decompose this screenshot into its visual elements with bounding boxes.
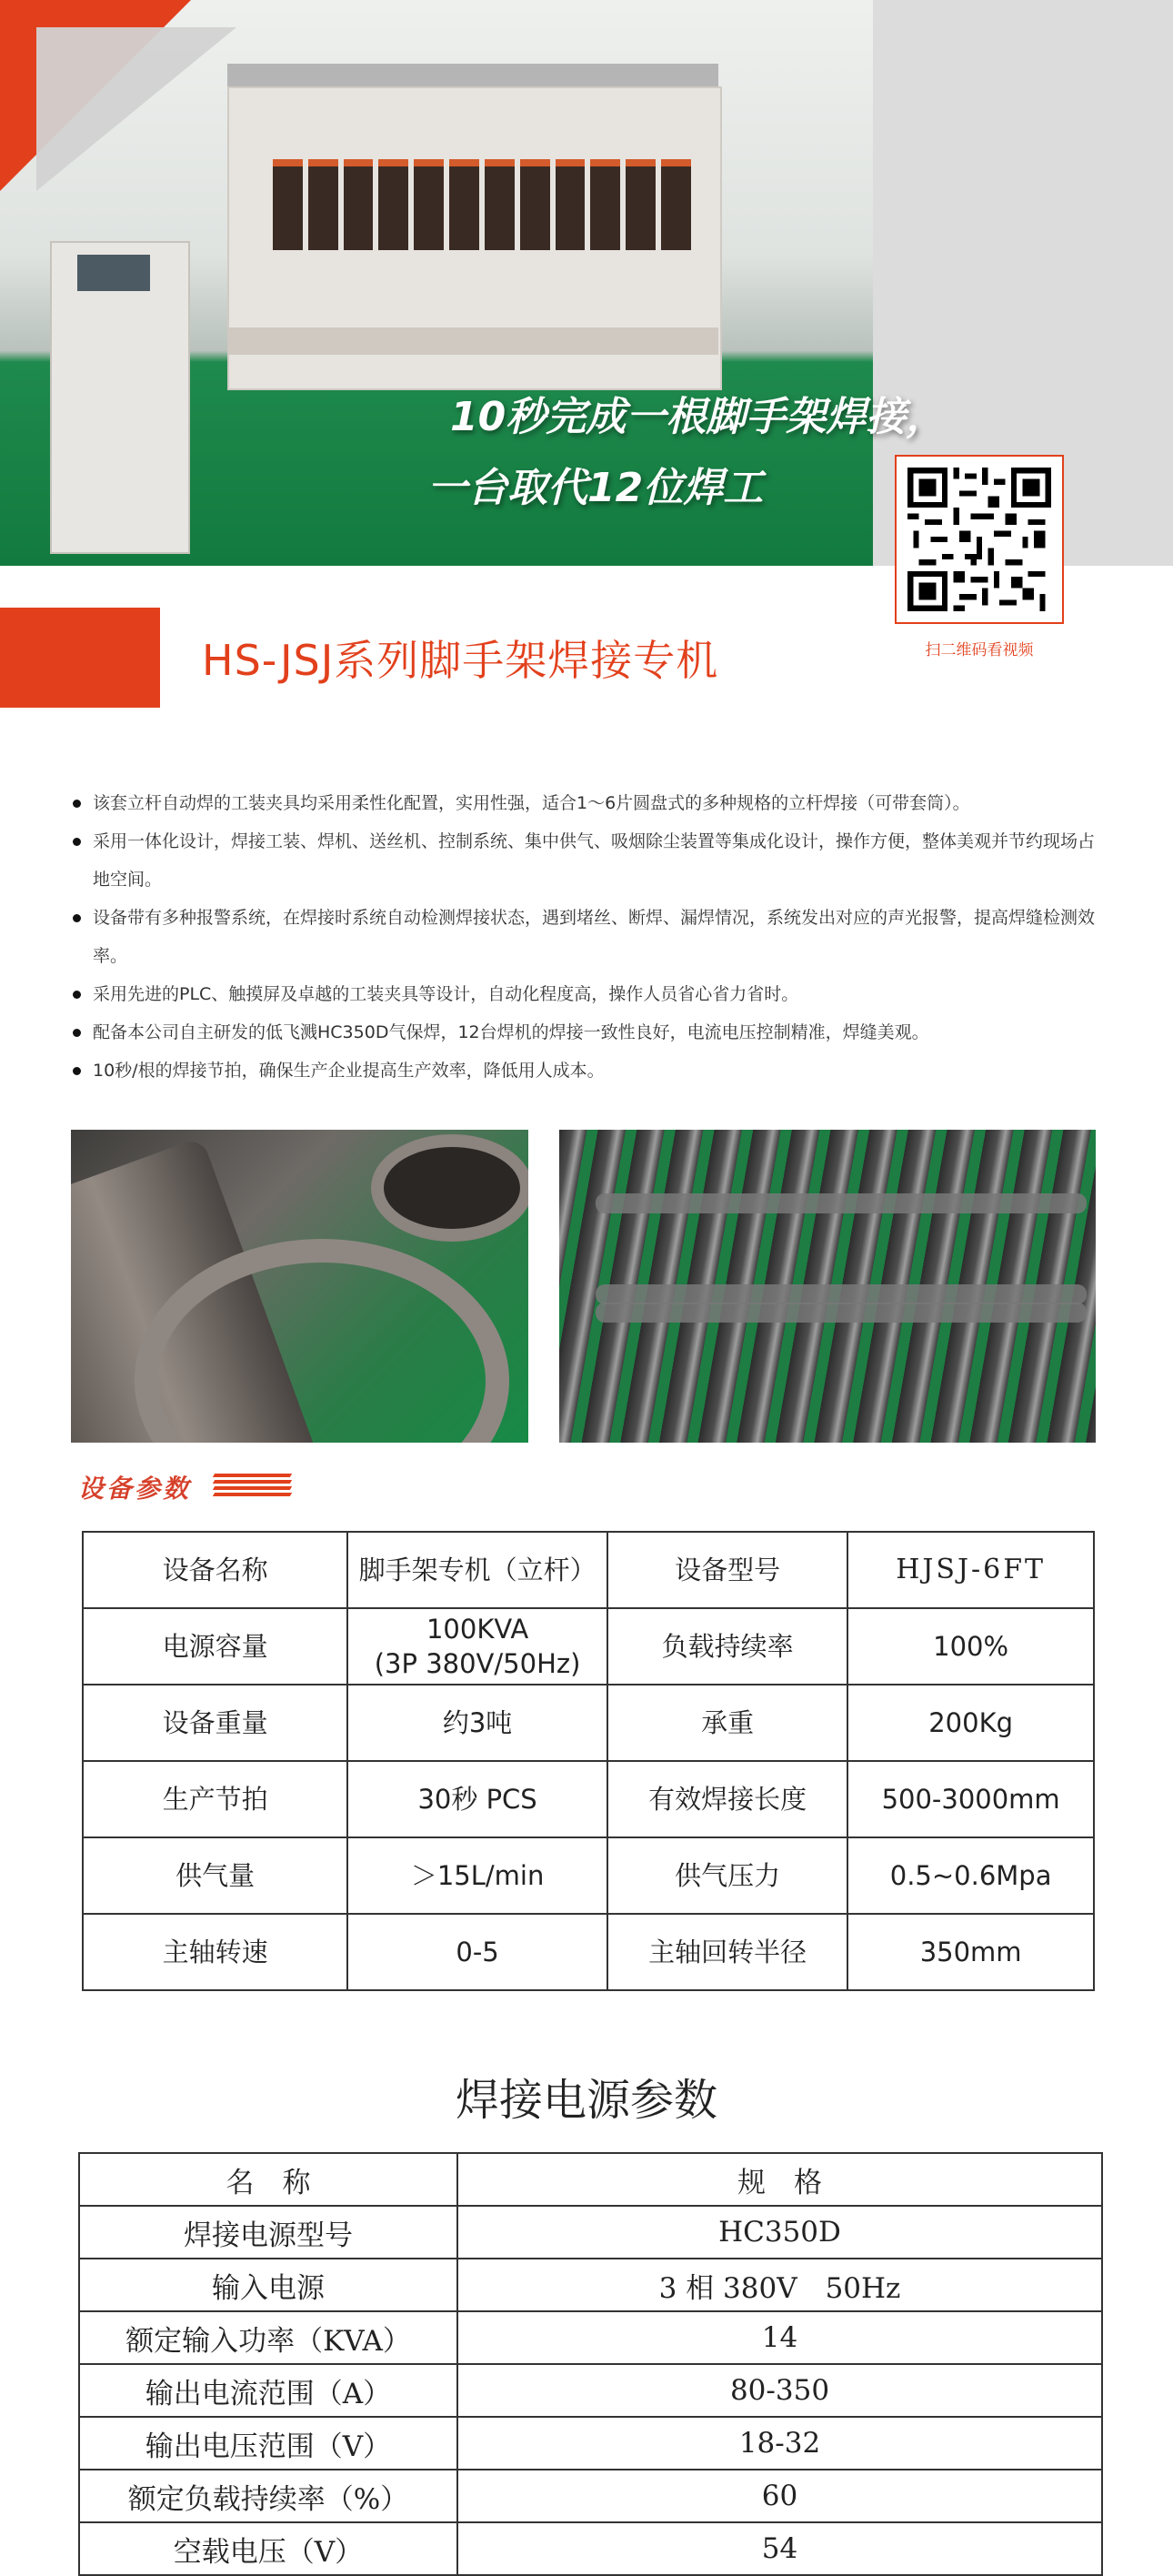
spec-value-cell: 约3吨 xyxy=(347,1685,607,1761)
spec-section-label: 设备参数 xyxy=(78,1474,192,1504)
param-name-cell: 输出电流范围（A） xyxy=(79,2364,457,2417)
param-value-cell: 18-32 xyxy=(457,2417,1102,2470)
spec-name-cell: 负载持续率 xyxy=(607,1608,847,1685)
corner-accent-gray xyxy=(36,27,236,191)
spec-value-cell: 30秒 PCS xyxy=(347,1761,607,1837)
spec-value-cell: 100% xyxy=(847,1608,1094,1685)
spec-value-cell: 350mm xyxy=(847,1914,1094,1990)
table-row xyxy=(83,1837,1094,1914)
spec-name-cell: 供气压力 xyxy=(607,1837,847,1914)
feature-item: 采用先进的PLC、触摸屏及卓越的工装夹具等设计，自动化程度高，操作人员省心省力省时。 xyxy=(71,975,1108,1013)
slogan-line-2: 一台取代12位焊工 xyxy=(427,465,764,511)
column-header: 名 称 xyxy=(79,2153,457,2206)
table-row xyxy=(83,1685,1094,1761)
table-row xyxy=(79,2311,1102,2364)
param-value-cell: 80-350 xyxy=(457,2364,1102,2417)
weld-closeup-photo xyxy=(71,1130,528,1443)
weld-params-title: 焊接电源参数 xyxy=(455,2075,717,2126)
spec-name-cell: 设备重量 xyxy=(83,1685,347,1761)
qr-code[interactable] xyxy=(895,455,1064,624)
spec-value-cell: HJSJ-6FT xyxy=(847,1532,1094,1608)
control-screen xyxy=(77,255,150,291)
feature-item: 10秒/根的焊接节拍，确保生产企业提高生产效率，降低用人成本。 xyxy=(71,1052,1108,1090)
spec-label-decoration xyxy=(214,1474,291,1499)
spec-name-cell: 电源容量 xyxy=(83,1608,347,1685)
spec-value-cell: 0.5~0.6Mpa xyxy=(847,1837,1094,1914)
slogan-line-1: 10秒完成一根脚手架焊接， xyxy=(450,394,947,440)
scaffold-poles-photo xyxy=(559,1130,1096,1443)
qr-caption: 扫二维码看视频 xyxy=(925,641,1034,659)
spec-name-cell: 供气量 xyxy=(83,1837,347,1914)
spec-name-cell: 设备型号 xyxy=(607,1532,847,1608)
weld-spec-table xyxy=(78,2152,1103,2576)
spec-name-cell: 有效焊接长度 xyxy=(607,1761,847,1837)
spec-value-cell: 0-5 xyxy=(347,1914,607,1990)
feature-item: 该套立杆自动焊的工装夹具均采用柔性化配置，实用性强，适合1～6片圆盘式的多种规格的立杆焊接（可带套筒）。 xyxy=(71,784,1108,822)
spec-name-cell: 承重 xyxy=(607,1685,847,1761)
table-row xyxy=(79,2259,1102,2311)
spec-value-cell: 500-3000mm xyxy=(847,1761,1094,1837)
spec-name-cell: 设备名称 xyxy=(83,1532,347,1608)
spec-name-cell: 主轴回转半径 xyxy=(607,1914,847,1990)
title-accent-bar xyxy=(0,608,160,708)
param-value-cell: 3 相 380V 50Hz xyxy=(457,2259,1102,2311)
spec-value-cell: ＞15L/min xyxy=(347,1837,607,1914)
param-name-cell: 焊接电源型号 xyxy=(79,2206,457,2259)
param-name-cell: 额定输入功率（KVA） xyxy=(79,2311,457,2364)
column-header: 规 格 xyxy=(457,2153,1102,2206)
table-row xyxy=(83,1532,1094,1608)
param-name-cell: 额定负载持续率（%） xyxy=(79,2470,457,2522)
param-name-cell: 输入电源 xyxy=(79,2259,457,2311)
product-title: HS-JSJ系列脚手架焊接专机 xyxy=(202,636,719,685)
spec-value-cell: 100KVA (3P 380V/50Hz) xyxy=(347,1608,607,1685)
table-row xyxy=(79,2417,1102,2470)
table-row xyxy=(79,2364,1102,2417)
param-value-cell: HC350D xyxy=(457,2206,1102,2259)
spec-value-cell: 200Kg xyxy=(847,1685,1094,1761)
param-name-cell: 输出电压范围（V） xyxy=(79,2417,457,2470)
feature-list xyxy=(71,784,1108,1090)
table-row xyxy=(83,1761,1094,1837)
welder-units xyxy=(273,159,691,250)
spec-name-cell: 主轴转速 xyxy=(83,1914,347,1990)
table-row xyxy=(79,2470,1102,2522)
param-value-cell: 54 xyxy=(457,2522,1102,2575)
feature-item: 设备带有多种报警系统，在焊接时系统自动检测焊接状态，遇到堵丝、断焊、漏焊情况，系统发出对应的声光报警，提高焊缝检测效率。 xyxy=(71,899,1108,975)
table-row xyxy=(79,2206,1102,2259)
param-value-cell: 60 xyxy=(457,2470,1102,2522)
table-header-row xyxy=(79,2153,1102,2206)
table-row xyxy=(83,1914,1094,1990)
table-row xyxy=(83,1608,1094,1685)
equipment-spec-table xyxy=(82,1531,1095,1991)
param-name-cell: 空载电压（V） xyxy=(79,2522,457,2575)
feature-item: 采用一体化设计，焊接工装、焊机、送丝机、控制系统、集中供气、吸烟除尘装置等集成化设计，操作方便，整体美观并节约现场占地空间。 xyxy=(71,822,1108,899)
param-value-cell: 14 xyxy=(457,2311,1102,2364)
spec-name-cell: 生产节拍 xyxy=(83,1761,347,1837)
machine-base xyxy=(227,327,718,355)
feature-item: 配备本公司自主研发的低飞溅HC350D气保焊，12台焊机的焊接一致性良好，电流电压控制精准，焊缝美观。 xyxy=(71,1013,1108,1052)
qr-code-icon xyxy=(907,468,1051,611)
spec-value-cell: 脚手架专机（立杆） xyxy=(347,1532,607,1608)
table-row xyxy=(79,2522,1102,2575)
